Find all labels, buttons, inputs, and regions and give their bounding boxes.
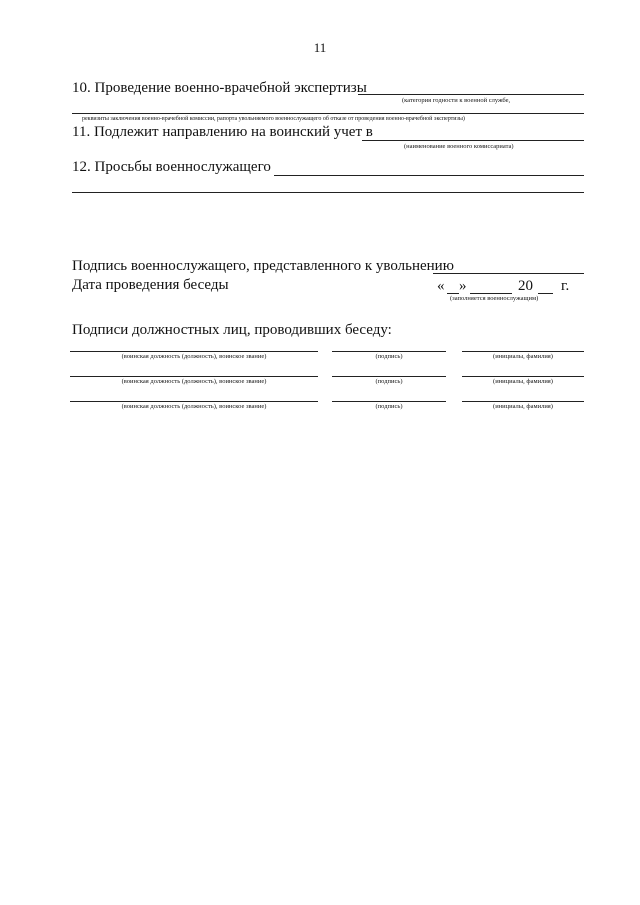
item-12-field-line[interactable] — [274, 175, 584, 176]
serviceman-signature-line[interactable] — [433, 273, 584, 274]
item-11 — [72, 124, 373, 141]
item-12-label: Просьбы военнослужащего — [94, 159, 271, 175]
date-year-line[interactable] — [538, 293, 553, 294]
signature-line[interactable] — [332, 376, 446, 377]
item-11-field-line[interactable] — [362, 140, 584, 141]
item-12-extra-line[interactable] — [72, 192, 584, 193]
signature-hint: (подпись) — [375, 403, 403, 410]
item-10-label: Проведение военно-врачебной экспертизы — [94, 80, 367, 96]
serviceman-signature-label: Подпись военнослужащего, представленного к увольнению — [72, 258, 454, 274]
date-day-line[interactable] — [447, 293, 459, 294]
item-12 — [72, 159, 271, 176]
item-10 — [72, 80, 367, 97]
position-hint: (воинская должность (должность), воинское звание) — [121, 353, 267, 360]
signature-hint: (подпись) — [375, 353, 403, 360]
date-month-line[interactable] — [470, 293, 512, 294]
date-hint: (заполняется военнослужащим) — [450, 295, 539, 302]
officials-heading: Подписи должностных лиц, проводивших беседу: — [72, 322, 392, 338]
item-10-hint-category: (категория годности к военной службе, — [402, 97, 511, 104]
signature-line[interactable] — [332, 401, 446, 402]
date-open-quote: « — [437, 278, 445, 294]
date-century: 20 — [518, 278, 533, 294]
position-line[interactable] — [70, 401, 318, 402]
name-line[interactable] — [462, 351, 584, 352]
signature-line[interactable] — [332, 351, 446, 352]
name-hint: (инициалы, фамилия) — [493, 378, 553, 385]
page-number: 11 — [313, 40, 327, 55]
item-11-hint: (наименование военного комиссариата) — [404, 143, 514, 150]
conversation-date-label: Дата проведения беседы — [72, 277, 229, 293]
name-hint: (инициалы, фамилия) — [493, 353, 553, 360]
item-10-details-line[interactable] — [72, 113, 584, 114]
position-line[interactable] — [70, 351, 318, 352]
position-hint: (воинская должность (должность), воинское звание) — [121, 403, 267, 410]
position-line[interactable] — [70, 376, 318, 377]
signature-hint: (подпись) — [375, 378, 403, 385]
date-year-suffix: г. — [561, 278, 570, 294]
item-11-number: 11. — [72, 124, 91, 140]
item-10-hint-details: реквизиты заключения военно-врачебной комиссии, рапорта увольняемого военнослужащего об отказе от проведения военно-врачебной экспертизы) — [82, 116, 465, 122]
position-hint: (воинская должность (должность), воинское звание) — [121, 378, 267, 385]
name-line[interactable] — [462, 401, 584, 402]
item-12-number: 12. — [72, 159, 91, 175]
name-hint: (инициалы, фамилия) — [493, 403, 553, 410]
name-line[interactable] — [462, 376, 584, 377]
item-11-label: Подлежит направлению на воинский учет в — [93, 124, 373, 140]
date-close-quote: » — [459, 278, 467, 294]
item-10-number: 10. — [72, 80, 91, 96]
item-10-field-line[interactable] — [358, 94, 584, 95]
